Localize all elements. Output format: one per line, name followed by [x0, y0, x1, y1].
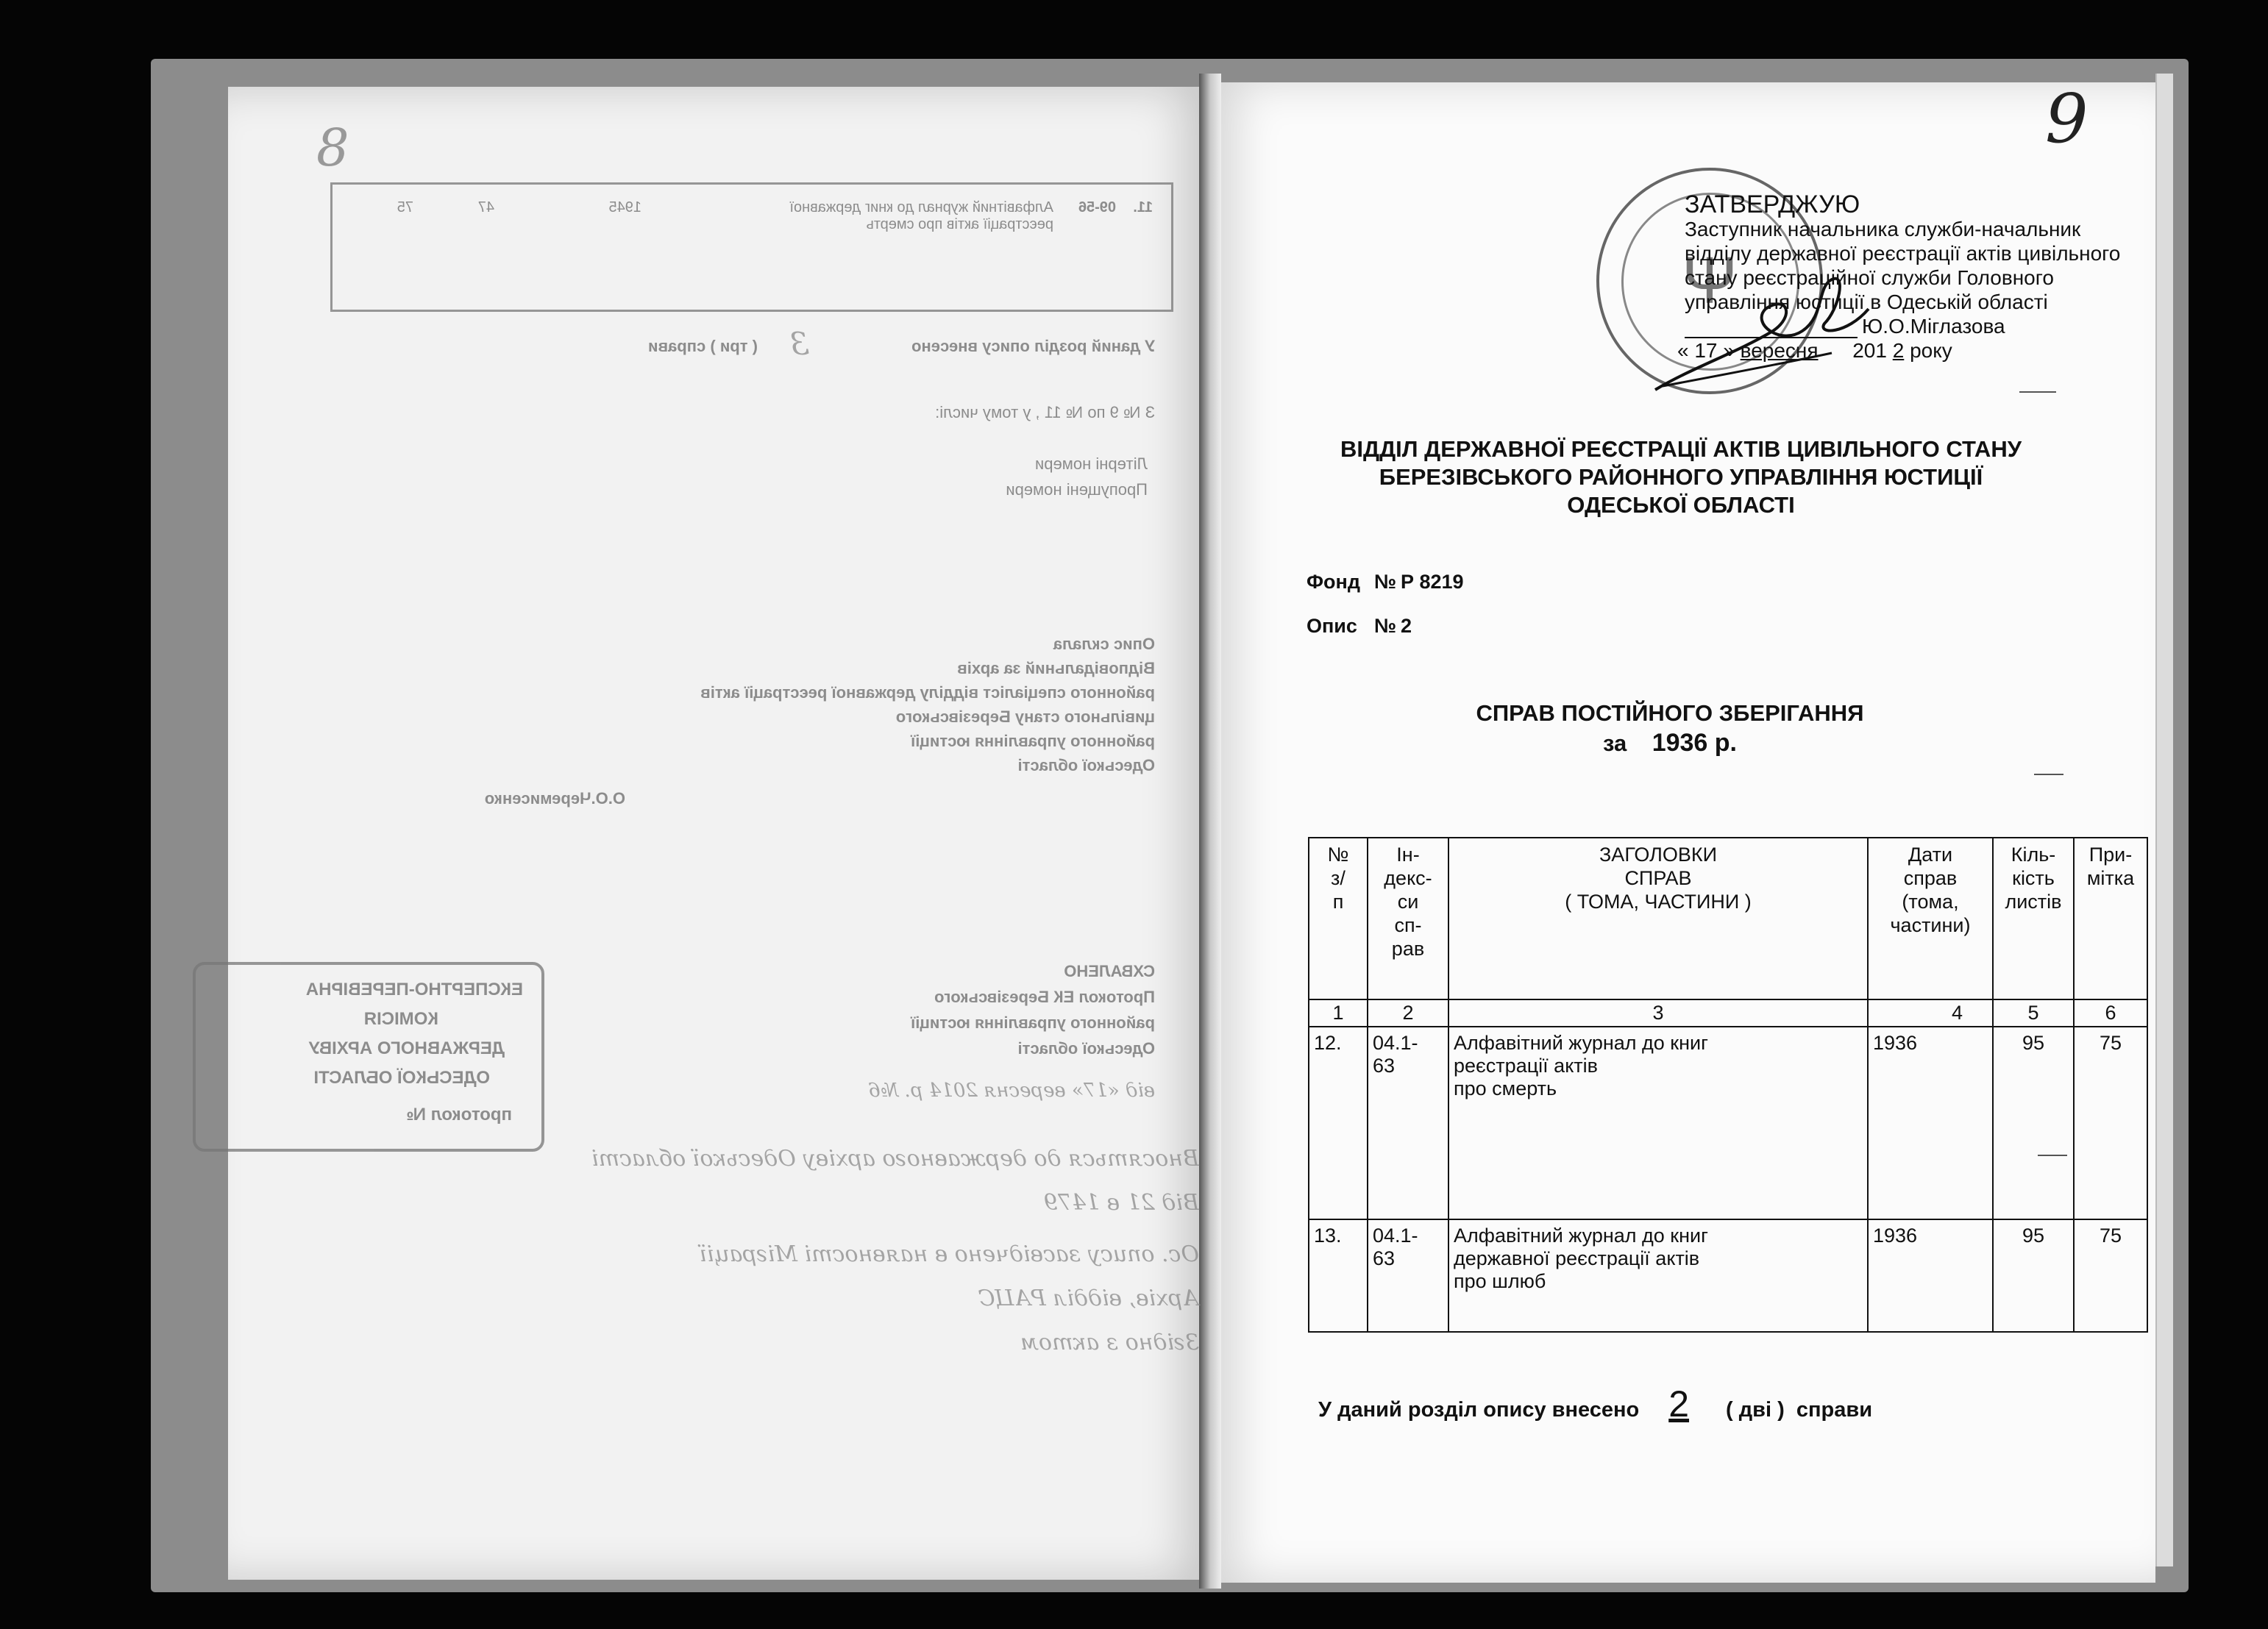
header-index-l3: сп-	[1394, 914, 1422, 936]
row-1-sheets: 95	[1993, 1219, 2074, 1332]
row-0-index	[1368, 1027, 1448, 1219]
opys-line	[1307, 615, 1412, 638]
subheading-prefix: за	[1602, 730, 1627, 756]
fond-label: Фонд	[1307, 571, 1360, 593]
header-no-l2: п	[1332, 891, 1344, 913]
row-1-title-l2: про шлюб	[1454, 1270, 1546, 1292]
row-1-title-l0: Алфавітний журнал до книг	[1454, 1225, 1708, 1247]
colnum-2: 2	[1368, 999, 1448, 1027]
header-index-l4: рав	[1391, 938, 1425, 960]
row-0-title-l0: Алфавітний журнал до книг	[1454, 1032, 1708, 1054]
approval-line-3: управління юстиції в Одеській області	[1685, 290, 2048, 313]
summary-words: ( дві )	[1726, 1398, 1785, 1422]
header-no	[1309, 838, 1368, 999]
left-page-bleed-through	[228, 87, 1214, 1580]
bleed-compiler-3: цивільного стану Березівського	[895, 707, 1155, 726]
colnum-6: 6	[2074, 999, 2147, 1027]
row-0-no: 12.	[1309, 1027, 1368, 1219]
row-1-note: 75	[2074, 1219, 2147, 1332]
bleed-count-words: ( три ) справи	[648, 337, 758, 355]
bleed-compiler-name: О.О.Черемисенко	[484, 789, 625, 808]
header-index	[1368, 838, 1448, 999]
header-index-l2: си	[1397, 891, 1419, 913]
bleed-agreed-2: районного управління юстиції	[911, 1013, 1155, 1032]
approval-date-year-prefix: 201	[1852, 339, 1887, 362]
document-heading	[1302, 435, 2060, 519]
bleed-hw-3: Архів, відділ РАЦС	[978, 1286, 1199, 1311]
bleed-stamp-2: ДЕРЖАВНОГО АРХІВУ	[308, 1038, 505, 1058]
row-0-title-l2: про смерть	[1454, 1077, 1557, 1099]
row-0-note: 75	[2074, 1027, 2147, 1219]
row-1-index-l0: 04.1-	[1373, 1225, 1418, 1247]
header-note-l1: мітка	[2086, 867, 2135, 889]
header-no-l0: №	[1327, 844, 1349, 866]
subheading-line2	[1464, 728, 1876, 758]
column-number-row	[1309, 999, 2147, 1027]
table-row	[1309, 1027, 2147, 1219]
trident-icon: Ψ	[1682, 244, 1738, 318]
signature-scribble	[1648, 265, 1883, 397]
bleed-hw-2: Ос. опису засвідчено в наявності Міграції	[700, 1241, 1199, 1267]
subheading	[1464, 699, 1876, 758]
bleed-stamp-4: протокол №	[406, 1105, 512, 1124]
summary-suffix: справи	[1796, 1398, 1873, 1422]
header-sheets-l1: кість	[2012, 867, 2055, 889]
header-title-l0: ЗАГОЛОВКИ	[1599, 844, 1717, 866]
row-1-index	[1368, 1219, 1448, 1332]
pencil-mark	[2019, 391, 2056, 393]
bleed-row-date: 1945	[608, 199, 641, 215]
left-page-number: 8	[316, 118, 349, 178]
bleed-row-a: 47	[477, 199, 494, 215]
bleed-litera: Літерні номери	[1034, 455, 1148, 473]
bleed-compiler-1: Відповідальний за архів	[957, 659, 1155, 677]
bleed-agreed-1: Протокол ЕК Березівського	[934, 988, 1155, 1006]
summary-line	[1318, 1383, 1872, 1425]
header-dates-l2: (тома,	[1902, 891, 1959, 913]
bleed-hw-0: Вносяться до державного архіву Одеської області	[591, 1146, 1199, 1172]
row-1-title	[1448, 1219, 1868, 1332]
approval-signatory: Ю.О.Міглазова	[1862, 315, 2005, 338]
opys-no: №	[1374, 615, 1397, 637]
approval-date-year-suffix: року	[1910, 339, 1952, 362]
fond-value: Р 8219	[1401, 571, 1464, 593]
bleed-agreed-3: Одеської області	[1017, 1039, 1155, 1058]
opys-label: Опис	[1307, 615, 1357, 637]
fond-line	[1307, 571, 1464, 594]
heading-line-0: ВІДДІЛ ДЕРЖАВНОЇ РЕЄСТРАЦІЇ АКТІВ ЦИВІЛЬНОГО СТАНУ	[1340, 436, 2022, 462]
row-0-index-l0: 04.1-	[1373, 1032, 1418, 1054]
bleed-stamp-0: ЕКСПЕРТНО-ПЕРЕВІРНА	[305, 980, 523, 999]
bleed-agreed-date: від «17» вересня 2014 р. №6	[868, 1080, 1155, 1102]
header-sheets-l2: листів	[2005, 891, 2062, 913]
heading-line-1: БЕРЕЗІВСЬКОГО РАЙОННОГО УПРАВЛІННЯ ЮСТИЦІЇ	[1379, 464, 1983, 490]
bleed-compiler-5: Одеської області	[1017, 756, 1155, 774]
bleed-range: З № 9 по № 11 , у тому числі:	[935, 403, 1155, 421]
header-sheets-l0: Кіль-	[2011, 844, 2056, 866]
row-1-index-l1: 63	[1373, 1247, 1396, 1269]
header-no-l1: з/	[1331, 867, 1345, 889]
row-0-date: 1936	[1868, 1027, 1993, 1219]
table-header-row	[1309, 838, 2147, 999]
subheading-line1: СПРАВ ПОСТІЙНОГО ЗБЕРІГАННЯ	[1476, 700, 1864, 726]
header-note-l0: При-	[2089, 844, 2133, 866]
opys-value: 2	[1401, 615, 1412, 637]
header-index-l0: Ін-	[1396, 844, 1420, 866]
bleed-summary: У даний розділ опису внесено	[911, 337, 1155, 355]
summary-count: 2	[1668, 1383, 1690, 1425]
approval-date-day: « 17 »	[1677, 339, 1735, 362]
subheading-year: 1936 р.	[1652, 729, 1737, 757]
row-0-title	[1448, 1027, 1868, 1219]
row-0-sheets: 95	[1993, 1027, 2074, 1219]
pencil-mark	[2038, 1155, 2067, 1156]
bleed-compiler-0: Опис склала	[1053, 635, 1155, 653]
header-index-l1: декс-	[1384, 867, 1432, 889]
bleed-stamp	[193, 962, 544, 1152]
approval-line-2: стану реєстраційної служби Головного	[1685, 266, 2054, 289]
bleed-row-no: 11.	[1133, 199, 1153, 215]
bleed-stamp-1: КОМІСІЯ	[363, 1009, 438, 1029]
bleed-count: 3	[789, 326, 809, 362]
bleed-table	[330, 182, 1173, 312]
approval-date-year-digit: 2	[1892, 339, 1905, 362]
bleed-compiler-4: районного управління юстиції	[911, 732, 1155, 750]
approval-line-1: відділу державної реєстрації актів цивільного	[1685, 242, 2121, 265]
header-dates-l0: Дати	[1908, 844, 1953, 866]
colnum-1: 1	[1309, 999, 1368, 1027]
colnum-4: 4	[1868, 999, 1993, 1027]
approval-title: ЗАТВЕРДЖУЮ	[1685, 190, 1860, 218]
header-dates-l3: частини)	[1890, 914, 1971, 936]
colnum-3: 3	[1448, 999, 1868, 1027]
pencil-mark	[2034, 774, 2063, 775]
bleed-agreed-0: СХВАЛЕНО	[1064, 962, 1155, 980]
approval-line-0: Заступник начальника служби-начальник	[1685, 218, 2081, 240]
inventory-table	[1308, 837, 2148, 1333]
header-sheets	[1993, 838, 2074, 999]
row-1-date: 1936	[1868, 1219, 1993, 1332]
bleed-row-index: 09-56	[1078, 199, 1116, 215]
bleed-row-title: Алфавітний журнал до книг державної реєстрації актів про смерть	[789, 199, 1053, 232]
header-title-l1: СПРАВ	[1624, 867, 1692, 889]
bleed-stamp-3: ОДЕСЬКОЇ ОБЛАСТІ	[313, 1068, 490, 1088]
row-0-index-l1: 63	[1373, 1055, 1396, 1077]
bleed-propushcheni: Пропущені номери	[1006, 480, 1148, 499]
bleed-hw-4: Згідно з актом	[1020, 1330, 1199, 1355]
header-note	[2074, 838, 2147, 999]
header-dates	[1868, 838, 1993, 999]
heading-line-2: ОДЕСЬКОЇ ОБЛАСТІ	[1567, 492, 1795, 518]
page-edge	[2155, 74, 2173, 1566]
colnum-5: 5	[1993, 999, 2074, 1027]
bleed-row-b: 75	[397, 199, 413, 215]
summary-prefix: У даний розділ опису внесено	[1318, 1398, 1640, 1422]
table-row	[1309, 1219, 2147, 1332]
fond-no: №	[1374, 571, 1397, 593]
right-page-number: 9	[2045, 79, 2089, 158]
header-dates-l1: справ	[1903, 867, 1958, 889]
bleed-hw-1: Від 21 в 1479	[1043, 1190, 1199, 1216]
row-0-title-l1: реєстрації актів	[1454, 1055, 1599, 1077]
approval-date-month: вересня	[1740, 339, 1819, 362]
header-title-l2: ( ТОМА, ЧАСТИНИ )	[1565, 891, 1752, 913]
bleed-compiler-2: районного спеціаліст відділу державної реєстрації актів	[700, 683, 1155, 702]
row-1-title-l1: державної реєстрації актів	[1454, 1247, 1700, 1269]
row-1-no: 13.	[1309, 1219, 1368, 1332]
header-title	[1448, 838, 1868, 999]
